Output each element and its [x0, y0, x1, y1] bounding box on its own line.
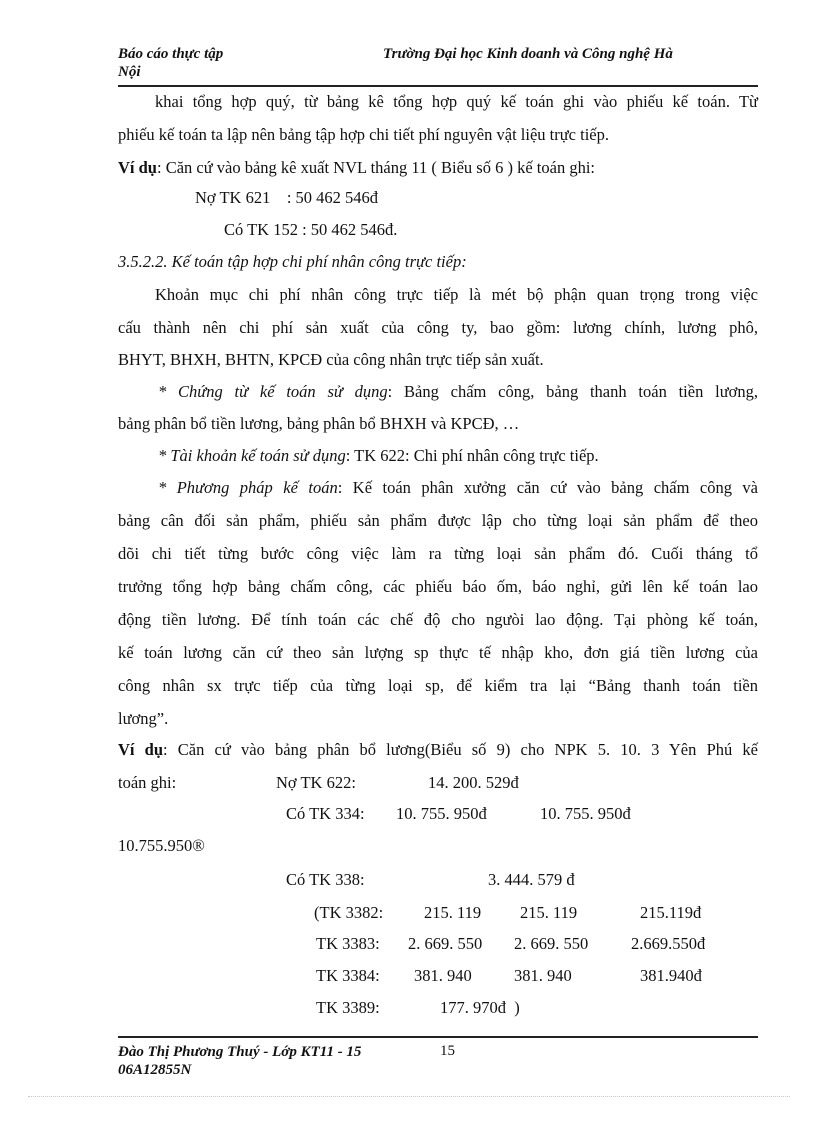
sub-account-value: 215. 119: [424, 903, 482, 922]
section-heading: 3.5.2.2. Kế toán tập hợp chi phí nhân công trực tiếp:: [118, 252, 467, 271]
example-text: : Căn cứ vào bảng kê xuất NVL tháng 11 ( Biểu số 6 ) kế toán ghi:: [156, 158, 595, 177]
sub-account-value: 381. 940: [514, 966, 572, 985]
paragraph-line: trưởng tổng hợp bảng chấm công, các phiếu báo ốm, báo nghỉ, gửi lên kế toán lao: [118, 577, 758, 596]
journal-credit-value: 10.755.950®: [118, 836, 205, 855]
footer-rule: [118, 1036, 758, 1038]
accounts-label: * Tài khoản kế toán sử dụng: [158, 446, 346, 465]
paragraph-line: [158, 446, 599, 466]
example-text: : Căn cứ vào bảng phân bổ lương(Biểu số 9) cho NPK 5. 10. 3 Yên Phú kế: [163, 740, 758, 759]
sub-account-label: TK 3384:: [316, 966, 380, 985]
example-label: Ví dụ: [118, 740, 164, 759]
sub-account-value: 2. 669. 550: [408, 934, 483, 953]
page-edge-divider: [28, 1096, 790, 1097]
journal-credit: Có TK 152 : 50 462 546đ.: [224, 220, 398, 239]
sub-account-label: TK 3389:: [316, 998, 380, 1017]
sub-account-value: 381.940đ: [640, 966, 702, 985]
sub-account-value: 215. 119: [520, 903, 578, 922]
sub-account-value: 381. 940: [414, 966, 472, 985]
sub-account-label: (TK 3382:: [314, 903, 384, 922]
paragraph-line: phiếu kế toán ta lập nên bảng tập hợp chi tiết phí nguyên vật liệu trực tiếp.: [118, 125, 609, 144]
paragraph-line: lương”.: [118, 709, 169, 728]
sub-account-value: 215.119đ: [640, 903, 702, 922]
example-line: [118, 740, 758, 760]
paragraph-line: dõi chi tiết từng bước công việc làm ra từng loại sản phẩm đó. Cuối tháng tổ: [118, 544, 758, 563]
paragraph-line: khai tổng hợp quý, từ bảng kê tổng hợp quý kế toán ghi vào phiếu kế toán. Từ: [155, 92, 758, 111]
sub-account-value: 2. 669. 550: [514, 934, 589, 953]
journal-debit: Nợ TK 621 : 50 462 546đ: [195, 188, 379, 207]
accounts-text: : TK 622: Chi phí nhân công trực tiếp.: [345, 446, 599, 465]
paragraph-line: công nhân sx trực tiếp của từng loại sp, để kiểm tra lại “Bảng thanh toán tiền: [118, 676, 758, 695]
example-label: Ví dụ: [118, 158, 157, 177]
header-report-title-cont: Nội: [118, 64, 141, 80]
paragraph-line: bảng phân bổ tiền lương, bảng phân bổ BHXH và KPCĐ, …: [118, 414, 520, 433]
journal-debit-value: 14. 200. 529đ: [428, 773, 519, 792]
journal-credit-value: 10. 755. 950đ: [540, 804, 631, 823]
paragraph-line: kế toán lương căn cứ theo sản lượng sp thực tế nhập kho, đơn giá tiền lương của: [118, 643, 758, 662]
method-label: * Phương pháp kế toán: [158, 478, 338, 497]
journal-credit-value: 10. 755. 950đ: [396, 804, 487, 823]
header-university: Trường Đại học Kinh doanh và Công nghệ Hà: [383, 46, 673, 62]
sub-account-value: 2.669.550đ: [631, 934, 706, 953]
page-number: 15: [440, 1043, 455, 1059]
paragraph-line: cấu thành nên chi phí sản xuất của công ty, bao gồm: lương chính, lương phô,: [118, 318, 758, 337]
paragraph-line: [158, 478, 758, 498]
paragraph-line: Khoản mục chi phí nhân công trực tiếp là mét bộ phận quan trọng trong việc: [155, 285, 758, 304]
sub-account-label: TK 3383:: [316, 934, 380, 953]
journal-credit-label: Có TK 334:: [286, 804, 365, 823]
journal-credit-value: 3. 444. 579 đ: [488, 870, 575, 889]
journal-credit-label: Có TK 338:: [286, 870, 365, 889]
sub-account-value: 177. 970đ ): [440, 998, 520, 1017]
paragraph-line: động tiền lương. Để tính toán các chế độ cho ngưòi lao động. Tại phòng kế toán,: [118, 610, 758, 629]
paragraph-line: bảng cân đối sản phẩm, phiếu sản phẩm được lập cho từng loại sản phẩm để theo: [118, 511, 758, 530]
journal-debit-label: Nợ TK 622:: [276, 773, 356, 792]
documents-text: : Bảng chấm công, bảng thanh toán tiền lương,: [387, 382, 758, 401]
paragraph-line: [158, 382, 758, 402]
footer-author: Đào Thị Phương Thuý - Lớp KT11 - 15: [118, 1044, 362, 1060]
header-report-title: Báo cáo thực tập: [118, 46, 224, 62]
paragraph-line: BHYT, BHXH, BHTN, KPCĐ của công nhân trực tiếp sản xuất.: [118, 350, 544, 369]
method-text: : Kế toán phân xưởng căn cứ vào bảng chấm công và: [337, 478, 758, 497]
documents-label: * Chứng từ kế toán sử dụng: [158, 382, 388, 401]
example-line: [118, 158, 595, 178]
header-rule: [118, 85, 758, 87]
example-text: toán ghi:: [118, 773, 177, 792]
footer-student-id: 06A12855N: [118, 1062, 192, 1078]
